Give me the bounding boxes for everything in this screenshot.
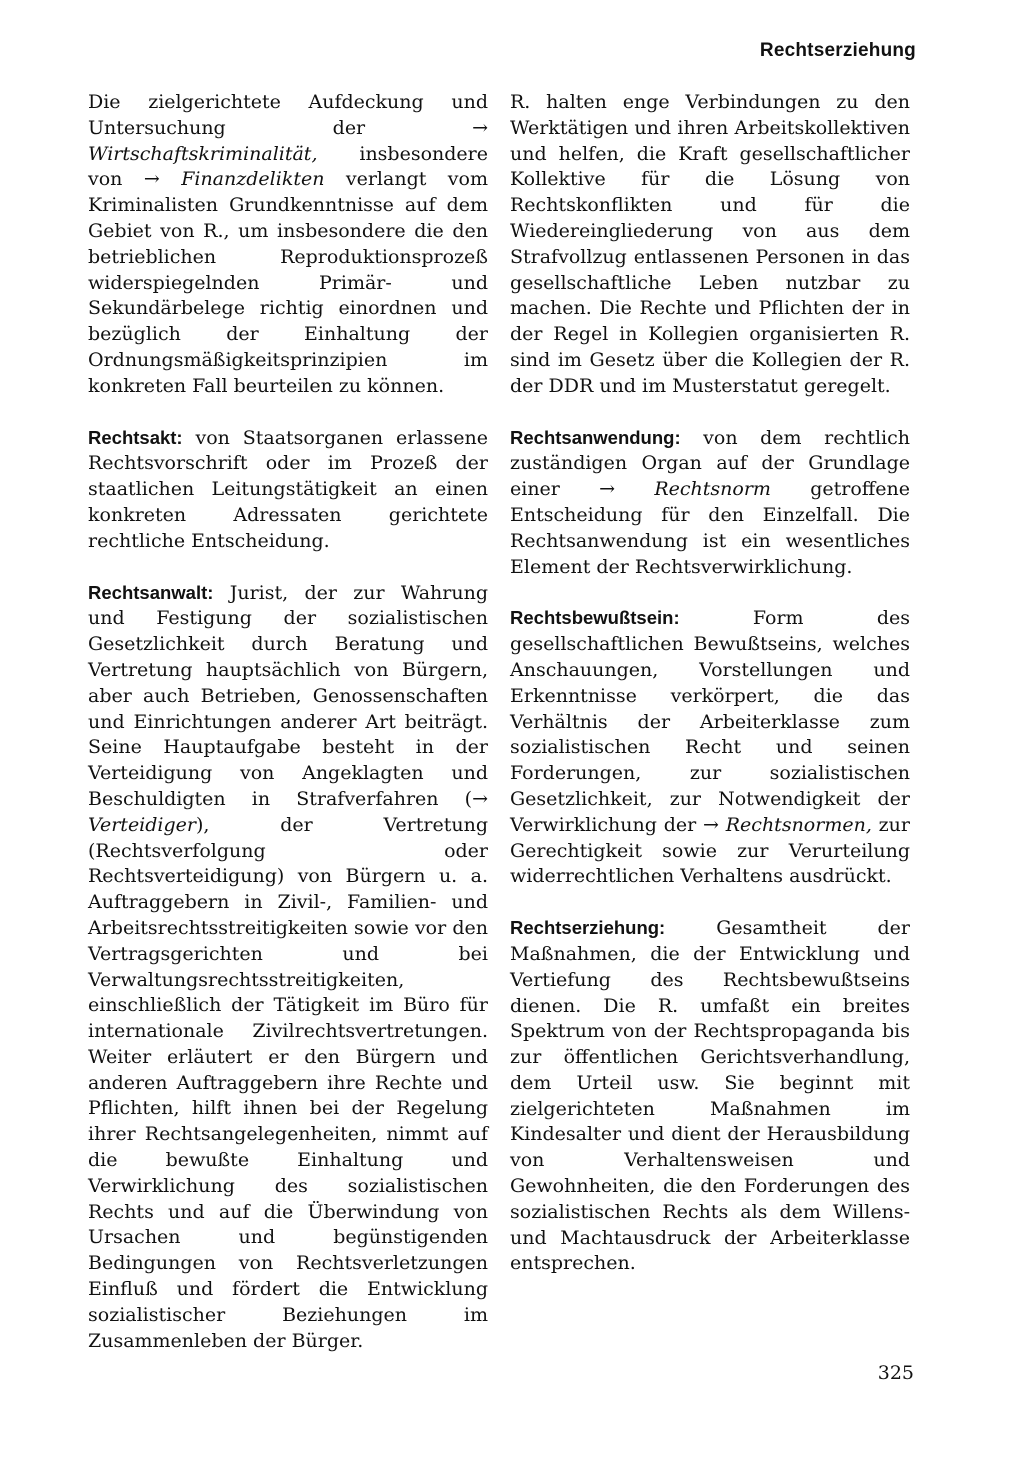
entry-text: R. halten enge Verbindungen zu den Werktätigen und ihren Arbeitskollektiven und helfen, die Kraft gesellschaftlicher Kollektive für die Lösung von Rechtskonflikten und für die Wiedereingliederung von aus dem Strafvollzug entlassenen Personen in das gesellschaftliche Leben nutzbar zu machen. Die Rechte und Pflichten der in der Regel in Kollegien organisierten R. sind im Gesetz über die Kollegien der R. der DDR und im Musterstatut geregelt. <box>510 91 910 397</box>
entry-rechtsanwalt <box>88 580 488 1355</box>
cross-reference: Wirtschaftskriminalität, <box>88 142 318 165</box>
entry-text: Form des gesellschaftlichen Bewußtseins, welches Anschauungen, Vorstellungen und Erkenntnisse verkörpert, die das Verhältnis der Arbeiterklasse zum sozialistischen Recht und seinen Forderungen, zur sozialistischen Gesetzlichkeit, zur Notwendigkeit der Verwirklichung der <box>510 607 910 836</box>
entry-body <box>510 90 910 400</box>
entry-text: getroffene Entscheidung für den Einzelfall. Die Rechtsanwendung ist ein wesentliches Element der Rechtsverwirklichung. <box>510 478 910 578</box>
entry-text: Jurist, der zur Wahrung und Festigung der sozialistischen Gesetzlichkeit durch Beratung und Vertretung hauptsächlich von Bürgern, aber auch Betrieben, Genossenschaften und Einrichtungen anderer Art beiträgt. Seine Hauptaufgabe besteht in der Verteidigung von Angeklagten und Beschuldigten in Strafverfahren ( <box>88 581 488 810</box>
entry-term: Rechtsbewußtsein: <box>510 607 680 629</box>
cross-reference: Finanzdelikten <box>181 168 325 191</box>
cross-reference-arrow: → <box>703 813 726 836</box>
entry-rechtsbewusstsein <box>510 605 910 890</box>
cross-reference: Rechtsnorm <box>654 478 771 501</box>
entry-intro-continuation <box>88 90 488 400</box>
entry-body <box>88 580 488 1355</box>
entry-term: Rechtsakt: <box>88 426 183 448</box>
cross-reference-arrow: → <box>143 168 182 191</box>
entry-body <box>88 90 488 400</box>
entry-rechtsanwendung <box>510 425 910 581</box>
entry-term: Rechtsanwalt: <box>88 581 214 603</box>
left-column <box>88 90 488 1379</box>
entry-text: insbesondere von <box>88 142 488 191</box>
entry-text: zur Gerechtigkeit sowie zur Verurteilung widerrechtlichen Verhaltens ausdrückt. <box>510 813 910 888</box>
entry-body <box>510 605 910 890</box>
page-number: 325 <box>877 1362 914 1384</box>
entry-rechtsakt <box>88 425 488 555</box>
running-head: Rechtserziehung <box>759 40 916 61</box>
entry-body <box>510 915 910 1277</box>
entry-rechtsanwalt-continuation <box>510 90 910 400</box>
entry-body <box>88 425 488 555</box>
cross-reference-arrow: → <box>472 787 488 810</box>
entry-term: Rechtserziehung: <box>510 917 666 939</box>
entry-text: von Staatsorganen erlassene Rechtsvorschrift oder im Prozeß der staatlichen Leitungstätigkeit an einen konkreten Adressaten gerichtete rechtliche Entscheidung. <box>88 426 488 552</box>
entry-text: von dem rechtlich zuständigen Organ auf der Grundlage einer <box>510 426 910 501</box>
cross-reference: Verteidiger <box>88 813 196 836</box>
entry-text: ), der Vertretung (Rechtsverfolgung oder Rechtsverteidigung) von Bürgern u. a. Auftraggebern in Zivil-, Familien- und Arbeitsrechtsstreitigkeiten sowie vor den Vertragsgerichten und bei Verwaltungsrechtsstreitigkeiten, einschließlich der Tätigkeit im Büro für internationale Zivilrechtsvertretungen. Weiter erläutert er den Bürgern und anderen Auftraggebern ihre Rechte und Pflichten, hilft ihnen bei der Regelung ihrer Rechtsangelegenheiten, nimmt auf die bewußte Einhaltung und Verwirklichung des sozialistischen Rechts und auf die Überwindung von Ursachen und begünstigenden Bedingungen von Rechtsverletzungen Einfluß und fördert die Entwicklung sozialistischer Beziehungen im Zusammenleben der Bürger. <box>88 813 488 1352</box>
entry-text: Gesamtheit der Maßnahmen, die der Entwicklung und Vertiefung des Rechtsbewußtseins dienen. Die R. umfaßt ein breites Spektrum von der Rechtspropaganda bis zur öffentlichen Gerichtsverhandlung, dem Urteil usw. Sie beginnt mit zielgerichteten Maßnahmen im Kindesalter und dient der Herausbildung von Verhaltensweisen und Gewohnheiten, die den Forderungen des sozialistischen Rechts als dem Willens- und Machtausdruck der Arbeiterklasse entsprechen. <box>510 917 910 1275</box>
entry-term: Rechtsanwendung: <box>510 426 681 448</box>
entry-text: Die zielgerichtete Aufdeckung und Untersuchung der <box>88 91 488 139</box>
cross-reference-arrow: → <box>599 478 655 501</box>
entry-rechtserziehung <box>510 915 910 1277</box>
cross-reference: Rechtsnormen, <box>725 813 872 836</box>
entry-body <box>510 425 910 581</box>
cross-reference-arrow: → <box>472 116 488 139</box>
right-column <box>510 90 910 1302</box>
entry-text: verlangt vom Kriminalisten Grundkenntnisse auf dem Gebiet von R., um insbesondere die den betrieblichen Reproduktionsprozeß widerspiegelnden Primär- und Sekundärbelege richtig einordnen und bezüglich der Einhaltung der Ordnungsmäßigkeitsprinzipien im konkreten Fall beurteilen zu können. <box>88 168 488 397</box>
